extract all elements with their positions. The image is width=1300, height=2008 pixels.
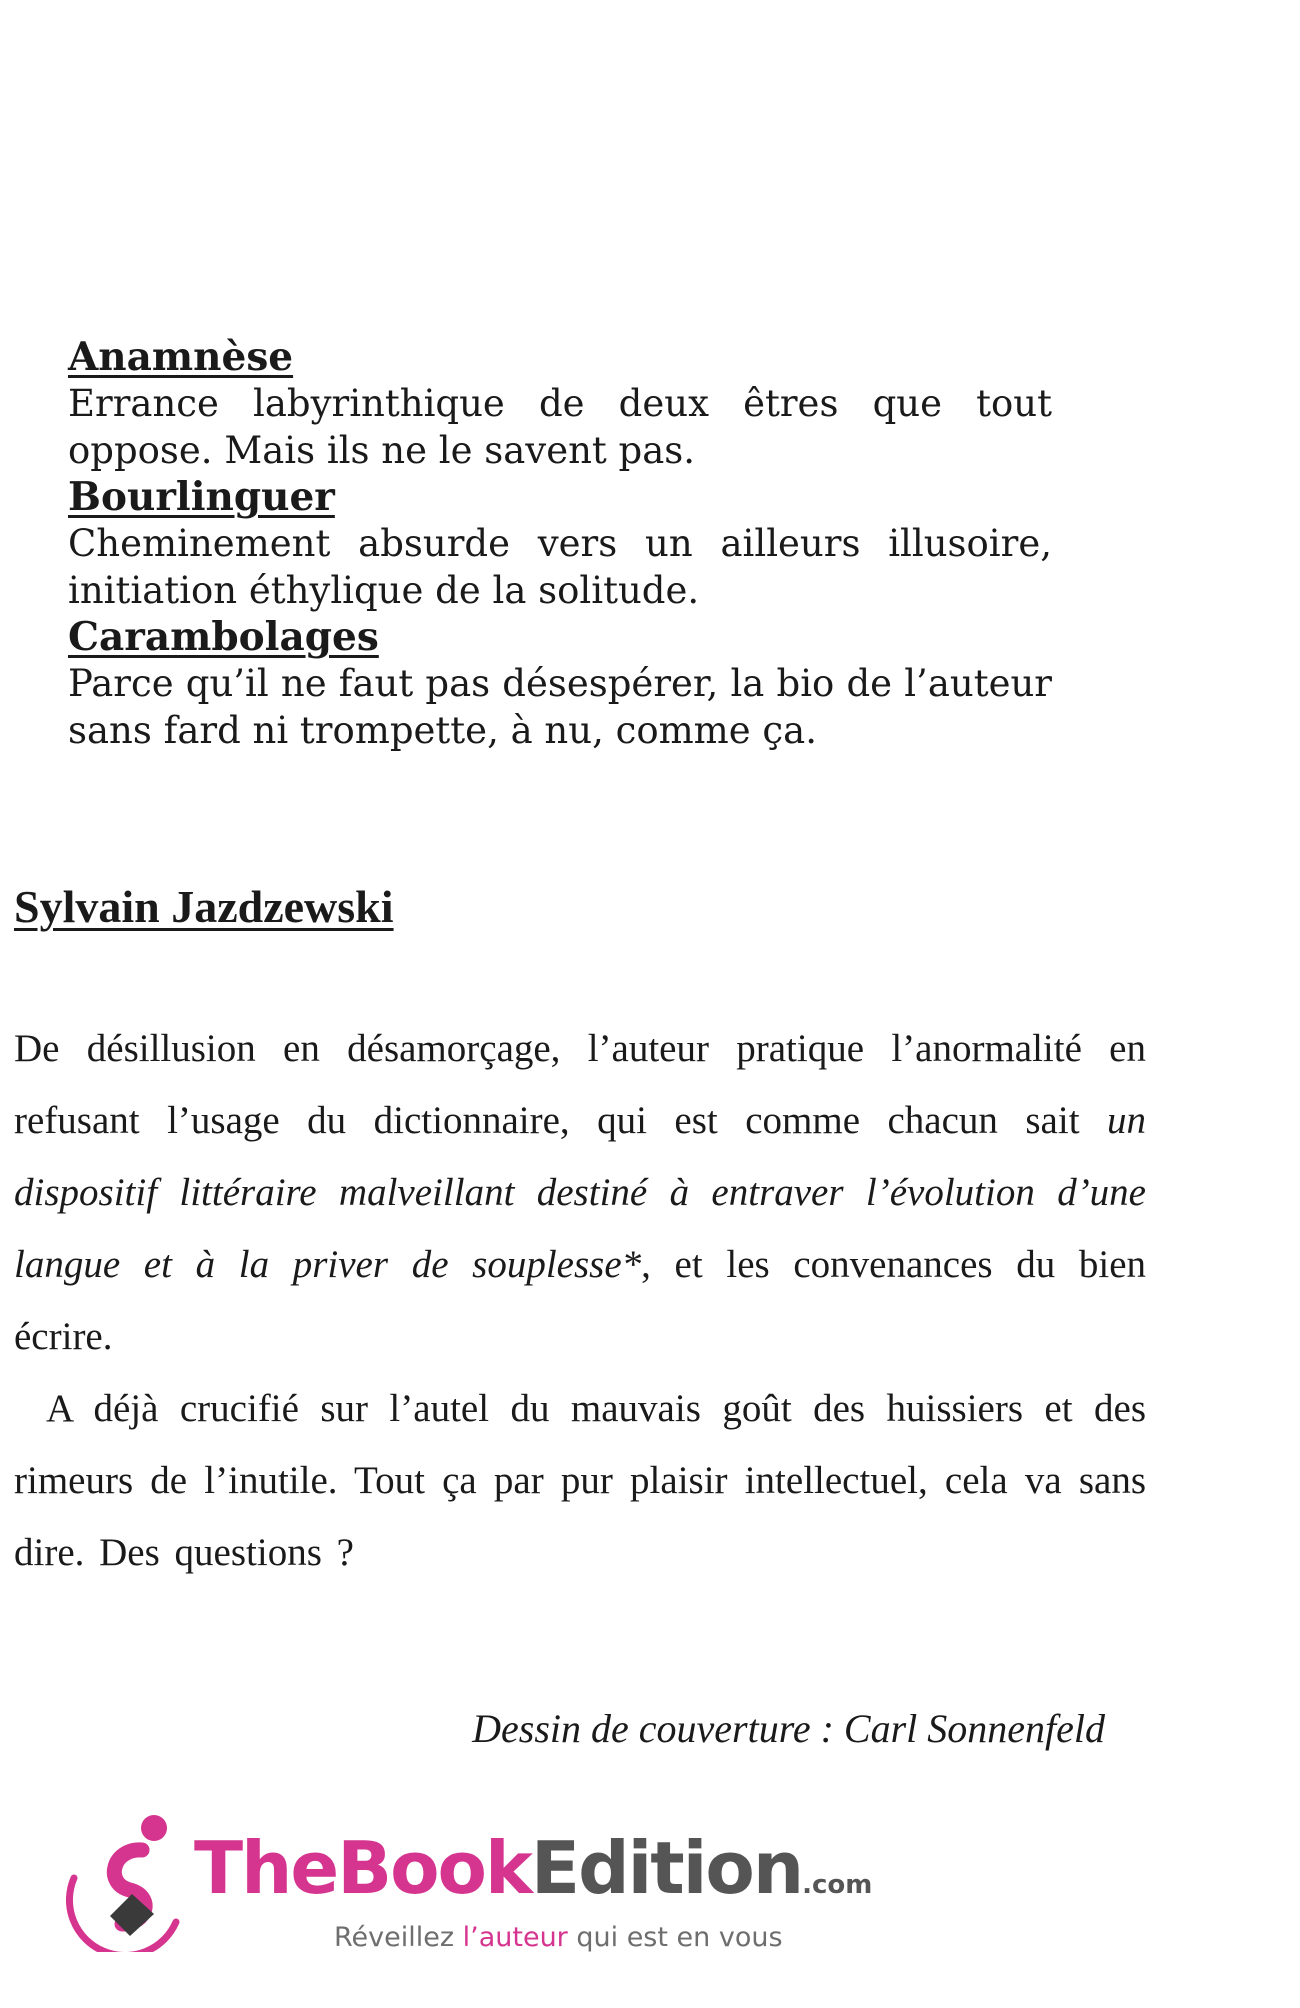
bio-paragraph xyxy=(14,1013,1146,1373)
brand-edition: Edition xyxy=(530,1826,803,1910)
publisher-brand xyxy=(194,1826,873,1910)
tagline-highlight: l’auteur xyxy=(462,1922,568,1953)
book-title: Carambolages xyxy=(68,614,379,660)
author-bio xyxy=(14,1013,1146,1589)
tagline-text: Réveillez xyxy=(334,1922,463,1953)
bio-paragraph: A déjà crucifié sur l’autel du mauvais goût des huissiers et des rimeurs de l’inutile. Tout ça par pur plaisir intellectuel, cela va sans dire. Des questions ? xyxy=(14,1387,1146,1574)
bio-text: , et les convenances du bien écrire. xyxy=(14,1243,1147,1358)
book-entry xyxy=(68,474,1052,614)
publisher-tagline xyxy=(334,1922,783,1953)
publisher-logo xyxy=(66,1812,873,1962)
book-entry xyxy=(68,614,1052,754)
cover-credit: Dessin de couverture : Carl Sonnenfeld xyxy=(472,1706,1105,1751)
author-name: Sylvain Jazdzewski xyxy=(14,881,394,932)
book-title: Bourlinguer xyxy=(68,474,335,520)
book-description: Parce qu’il ne faut pas désespérer, la bio de l’auteur sans fard ni trompette, à nu, comme ça. xyxy=(68,662,1052,752)
book-description: Cheminement absurde vers un ailleurs illusoire, initiation éthylique de la solitude. xyxy=(68,522,1052,612)
tagline-text: qui est en vous xyxy=(567,1922,783,1953)
brand-book: Book xyxy=(337,1826,531,1910)
book-description: Errance labyrinthique de deux êtres que tout oppose. Mais ils ne le savent pas. xyxy=(68,382,1052,472)
book-title: Anamnèse xyxy=(68,334,294,380)
publisher-logo-icon xyxy=(66,1812,196,1952)
brand-domain: .com xyxy=(802,1870,873,1900)
bio-text: De désillusion en désamorçage, l’auteur pratique l’anormalité en refusant l’usage du dictionnaire, qui est comme chacun sait xyxy=(14,1027,1146,1142)
book-entry xyxy=(68,334,1052,474)
bio-quote: un dispositif littéraire malveillant destiné à entraver l’évolution d’une langue et à la priver de souplesse* xyxy=(14,1099,1146,1286)
book-list xyxy=(68,334,1052,754)
brand-the: The xyxy=(194,1826,338,1910)
